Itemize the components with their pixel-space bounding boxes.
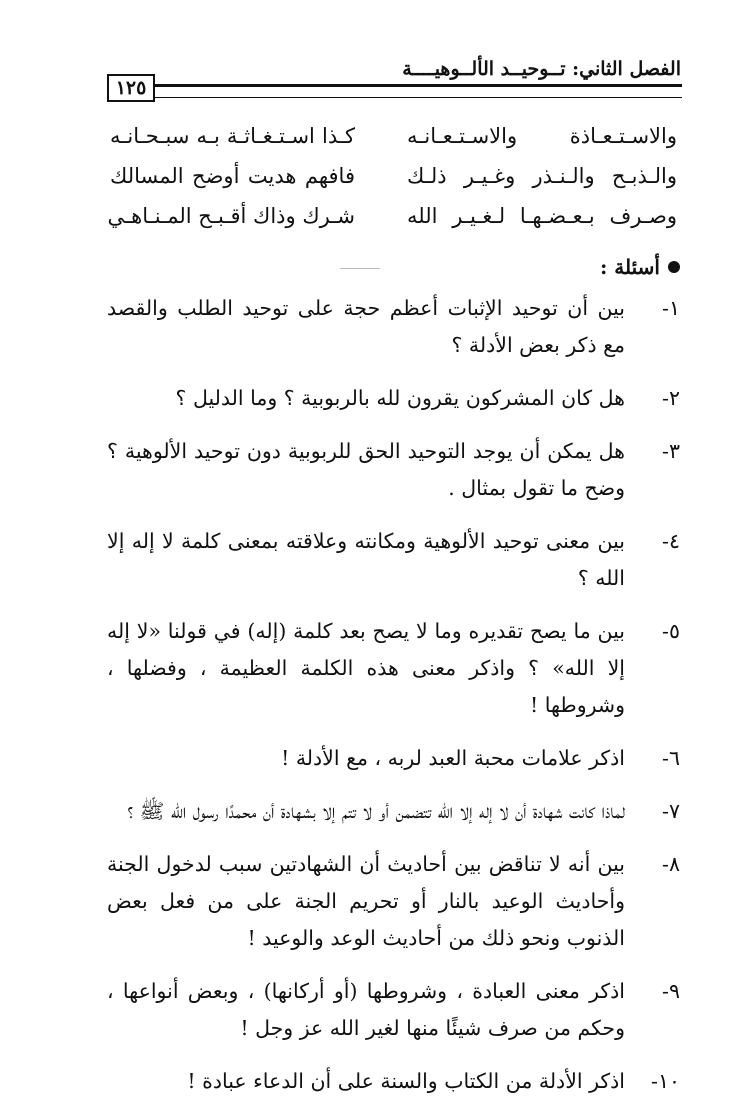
question-number: ٣- [662, 439, 680, 463]
question-text: لماذا كانت شهادة أن لا إله إلا الله تتضمن أو لا تتم إلا بشهادة أن محمدًا رسول الله ﷺ ؟ [127, 799, 625, 823]
question-text: اذكر الأدلة من الكتاب والسنة على أن الدعاء عبادة ! [187, 1069, 625, 1093]
question-text: بين أنه لا تناقض بين أحاديث أن الشهادتين سبب لدخول الجنة وأحاديث الوعيد بالنار أو تحريم الجنة على من فعل بعض الذنوب ونحو ذلك من أحاديث الوعد والوعيد ! [107, 852, 625, 950]
question-text: بين معنى توحيد الألوهية ومكانته وعلاقته بمعنى كلمة لا إله إلا الله ؟ [107, 529, 625, 590]
question-number: ٢- [662, 386, 680, 410]
question-text: اذكر علامات محبة العبد لربه ، مع الأدلة ! [281, 746, 625, 770]
question-text: بين ما يصح تقديره وما لا يصح بعد كلمة (إله) في قولنا «لا إله إلا الله» ؟ واذكر معنى هذه الكلمة العظيمة ، وفضلها ، وشروطها ! [107, 619, 625, 717]
question-number: ٤- [662, 529, 680, 553]
question-number: ٦- [662, 746, 680, 770]
page-number: ١٢٥ [107, 74, 155, 102]
question-number: ٨- [662, 852, 680, 876]
question-item [107, 740, 680, 777]
poem-second-hemistich: شـرك وذاك أقـبـح المـنـاهـي [107, 204, 355, 228]
question-item [107, 973, 680, 1047]
question-item [107, 846, 680, 957]
question-text: اذكر معنى العبادة ، وشروطها (أو أركانها) ، وبعض أنواعها ، وحكم من صرف شيئًا منها لغير الله عز وجل ! [107, 979, 625, 1040]
question-text: هل كان المشركون يقرون لله بالربوبية ؟ وما الدليل ؟ [175, 386, 625, 410]
poem-second-hemistich: فافهم هديت أوضح المسالك [110, 164, 355, 188]
questions-list [107, 290, 680, 1116]
question-number: ١٠- [651, 1069, 680, 1093]
poem-first-hemistich: والـذبـح والـنـذر وغـيـر ذلـك [407, 164, 677, 188]
poem-second-hemistich: كـذا اسـتـغـاثـة بـه سبـحـانـه [110, 124, 355, 148]
question-item [107, 1063, 680, 1100]
poem-line [110, 164, 677, 204]
question-item [107, 290, 680, 364]
poem-first-hemistich: وصـرف بـعـضـهـا لـغـيـر الله [407, 204, 677, 228]
poem-line [110, 124, 677, 164]
question-item [107, 380, 680, 417]
question-number: ٥- [662, 619, 680, 643]
questions-heading-label: أسئلة : [599, 255, 660, 279]
question-item [107, 523, 680, 597]
question-number: ٩- [662, 979, 680, 1003]
bullet-icon [668, 261, 680, 273]
question-number: ١- [662, 296, 680, 320]
question-item [107, 793, 680, 830]
question-item [107, 433, 680, 507]
poem-verses [107, 124, 677, 244]
poem-first-hemistich: والاسـتـعـاذة والاسـتـعـانـه [407, 124, 677, 148]
scan-mark [340, 268, 380, 269]
chapter-title: الفصل الثاني: تــوحيــد الألــوهيــــة [402, 58, 681, 80]
question-text: بين أن توحيد الإثبات أعظم حجة على توحيد الطلب والقصد مع ذكر بعض الأدلة ؟ [107, 296, 626, 357]
header-double-rule [155, 84, 682, 98]
question-number: ٧- [662, 799, 680, 823]
questions-heading [600, 255, 680, 279]
poem-line [107, 204, 677, 244]
question-item [107, 613, 680, 724]
question-text: هل يمكن أن يوجد التوحيد الحق للربوبية دون توحيد الألوهية ؟ وضح ما تقول بمثال . [107, 439, 625, 500]
